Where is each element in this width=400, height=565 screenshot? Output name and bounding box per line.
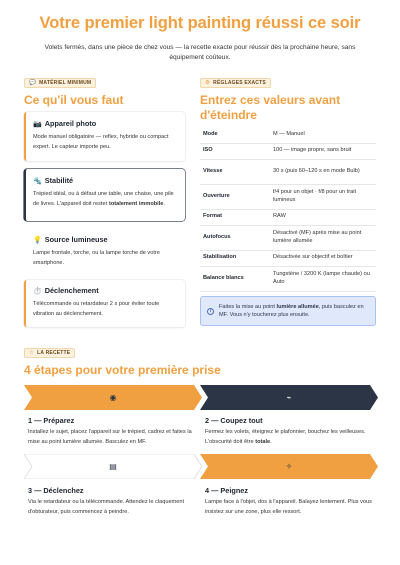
- camera-icon: ◉: [109, 393, 117, 402]
- step-1-banner: [24, 385, 202, 410]
- setting-value: Désactivée sur objectif et boîtier: [270, 250, 376, 266]
- shutter-icon: ▤: [109, 462, 117, 471]
- light-source-card-title: Source lumineuse: [44, 235, 108, 244]
- setting-value: M — Manuel: [270, 127, 376, 143]
- wand-icon: ✧: [285, 462, 293, 471]
- stopwatch-icon: ⏱️: [33, 287, 42, 295]
- page-title: Votre premier light painting réussi ce soir: [39, 14, 361, 32]
- step-2-banner: [200, 385, 378, 410]
- materials-heading: Ce qu'il vous faut: [24, 93, 124, 107]
- camera-card: [24, 112, 185, 161]
- settings-row: [200, 209, 376, 225]
- setting-key: Stabilisation: [200, 250, 270, 266]
- light-source-card: [24, 230, 185, 272]
- trigger-card-text: Télécommande ou retardateur 2 s pour éviter toute vibration au déclenchement.: [33, 301, 160, 317]
- setting-value: Tungstène / 3200 K (lampe chaude) ou Auto: [270, 266, 376, 291]
- setting-key: Autofocus: [200, 225, 270, 250]
- trigger-card: [24, 280, 185, 327]
- setting-key: Vitesse: [200, 159, 270, 184]
- stability-card: [24, 169, 185, 221]
- step-4-banner: [200, 454, 378, 479]
- settings-row: [200, 184, 376, 209]
- setting-key: Ouverture: [200, 184, 270, 209]
- step-2-text: Fermez les volets, éteignez le plafonnier, bouchez les veilleuses. L'obscurité doit être totale.: [205, 429, 366, 445]
- stability-card-text: Trépied idéal, ou à défaut une table, une chaise, une pile de livres. L'appareil doit rester totalement immobile.: [33, 191, 174, 207]
- settings-row: [200, 159, 376, 184]
- trigger-card-title: Déclenchement: [44, 286, 99, 295]
- step-3-text: Via le retardateur ou la télécommande. Attendez le claquement d'obturateur, puis commencez à peindre.: [28, 499, 184, 515]
- settings-icon: ⚙: [205, 80, 211, 86]
- camera-icon: 📷: [33, 120, 42, 128]
- setting-key: Mode: [200, 127, 270, 143]
- settings-row: [200, 250, 376, 266]
- recipe-pill: [24, 348, 75, 358]
- setting-value: RAW: [270, 209, 376, 225]
- step-3-title: 3 — Déclenchez: [28, 486, 84, 495]
- light-off-icon: ⌁: [286, 393, 292, 402]
- chat-icon: 💬: [29, 80, 37, 86]
- setting-value: 100 — image propre, sans bruit: [270, 143, 376, 159]
- settings-row: [200, 225, 376, 250]
- setting-key: Format: [200, 209, 270, 225]
- recipe-heading: 4 étapes pour votre première prise: [24, 363, 221, 377]
- page-subtitle: Volets fermés, dans une pièce de chez vous — la recette exacte pour réussir dès la prochaine heure, sans équipement coûteux.: [44, 44, 356, 61]
- light-source-card-text: Lampe frontale, torche, ou la lampe torche de votre smartphone.: [33, 250, 160, 266]
- focus-note-text: Faites la mise au point lumière allumée, puis basculez en MF. Vous n'y toucherez plus ensuite.: [219, 303, 364, 318]
- step-1-title: 1 — Préparez: [28, 416, 75, 425]
- step-4-title: 4 — Peignez: [205, 486, 248, 495]
- camera-card-title: Appareil photo: [44, 119, 97, 128]
- materials-pill: [24, 78, 96, 88]
- recipe-pill-label: LA RECETTE: [37, 350, 71, 356]
- step-2-title: 2 — Coupez tout: [205, 416, 263, 425]
- materials-pill-label: MATÉRIEL MINIMUM: [39, 80, 92, 86]
- setting-value: f/4 pour un objet · f/8 pour un trait lumineux: [270, 184, 376, 209]
- light-bulb-icon: 💡: [33, 236, 42, 244]
- setting-key: Balance blancs: [200, 266, 270, 291]
- stability-card-title: Stabilité: [44, 176, 74, 185]
- settings-row: [200, 127, 376, 143]
- nut-bolt-icon: 🔩: [33, 177, 42, 185]
- camera-card-text: Mode manuel obligatoire — reflex, hybride ou compact expert. Le capteur importe peu.: [33, 134, 169, 150]
- star-icon: ☆: [29, 350, 35, 356]
- setting-key: ISO: [200, 143, 270, 159]
- settings-row: [200, 266, 376, 291]
- setting-value: Désactivé (MF) après mise au point lumière allumée: [270, 225, 376, 250]
- settings-pill-label: RÉGLAGES EXACTS: [213, 80, 266, 86]
- settings-table: [200, 127, 376, 292]
- settings-pill: [200, 78, 271, 88]
- info-icon: i: [207, 308, 214, 315]
- focus-note: [200, 296, 376, 326]
- settings-row: [200, 143, 376, 159]
- step-3-banner: [24, 454, 202, 479]
- step-1-text: Installez le sujet, placez l'appareil sur le trépied, cadrez et faites la mise au point lumière allumée. Basculez en MF.: [28, 429, 192, 445]
- step-4-text: Lampe face à l'objet, dos à l'appareil. Balayez lentement. Plus vous insistez sur une zone, plus elle ressort.: [205, 499, 372, 515]
- settings-heading: Entrez ces valeurs avant d'éteindre: [200, 93, 341, 122]
- setting-value: 30 s (puis 60–120 s en mode Bulb): [270, 159, 376, 184]
